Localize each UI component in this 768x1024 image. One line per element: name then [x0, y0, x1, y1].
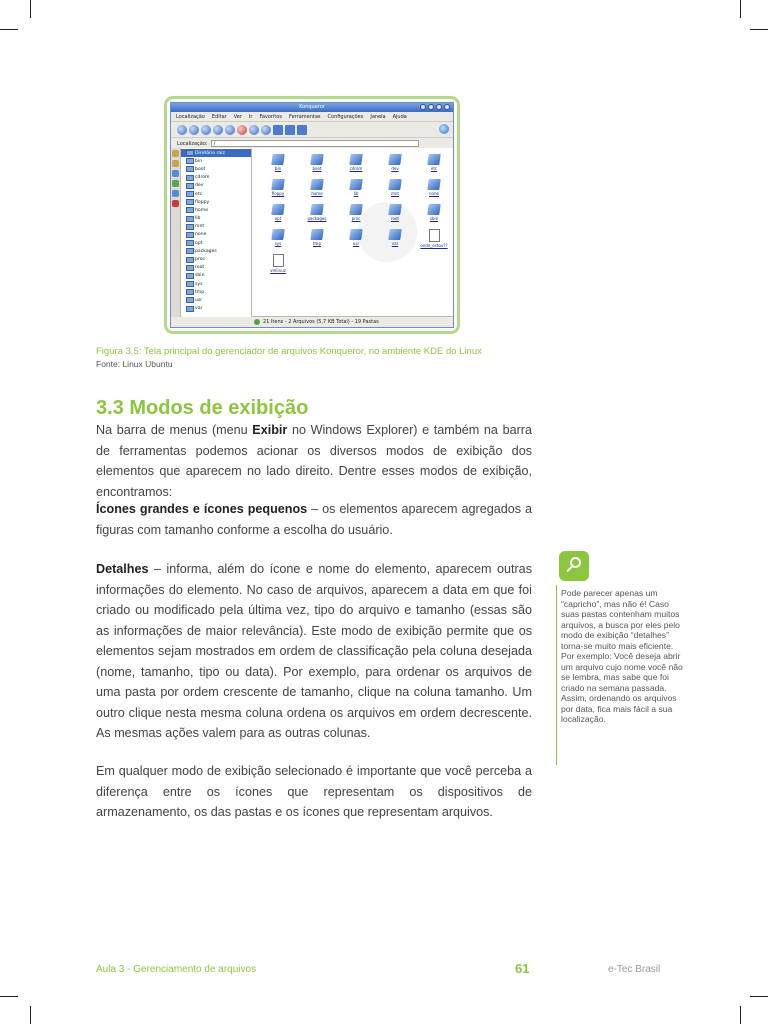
- root-tab-icon[interactable]: [172, 200, 179, 207]
- file-icon[interactable]: boot: [297, 154, 337, 171]
- folder-icon: [271, 229, 285, 240]
- file-icon[interactable]: bin: [258, 154, 298, 171]
- konqueror-screenshot: [164, 96, 460, 334]
- folder-icon: [310, 229, 324, 240]
- file-icon[interactable]: onde_estou??: [414, 229, 454, 248]
- reload-icon[interactable]: [225, 125, 235, 135]
- tree-item[interactable]: tmp: [181, 288, 251, 296]
- folder-icon: [271, 154, 285, 165]
- file-icon[interactable]: opt: [258, 204, 298, 221]
- network-tab-icon[interactable]: [172, 190, 179, 197]
- tree-item[interactable]: floppy: [181, 198, 251, 206]
- forward-icon[interactable]: [189, 125, 199, 135]
- file-icon[interactable]: sys: [258, 229, 298, 246]
- footer-brand: e-Tec Brasil: [608, 964, 661, 975]
- folder-icon: [349, 154, 363, 165]
- folder-icon: [349, 204, 363, 215]
- history-tab-icon[interactable]: [172, 170, 179, 177]
- maximize-button[interactable]: [436, 104, 442, 110]
- folder-icon: [388, 204, 402, 215]
- home-icon[interactable]: [213, 125, 223, 135]
- crop-mark: [750, 29, 768, 30]
- text-file-icon: [429, 229, 440, 242]
- tree-item[interactable]: home: [181, 206, 251, 214]
- icon-view-icon[interactable]: [273, 125, 283, 135]
- file-icon[interactable]: root: [375, 204, 415, 221]
- tree-item[interactable]: etc: [181, 190, 251, 198]
- file-doc-icon: [273, 254, 284, 267]
- stop-icon[interactable]: [237, 125, 247, 135]
- crop-mark: [30, 1006, 31, 1024]
- tree-item[interactable]: packages: [181, 247, 251, 255]
- tree-item[interactable]: sbin: [181, 272, 251, 280]
- folder-icon: [271, 179, 285, 190]
- status-icon: [254, 319, 260, 325]
- crop-mark: [750, 996, 768, 997]
- file-icon[interactable]: mnt: [375, 179, 415, 196]
- paragraph-details: Detalhes – informa, além do ícone e nome do elemento, aparecem outras informações do elemento. No caso de arquivos, aparecem a data em que foi criado ou modificado pela última vez, tipo do arquivo e tamanho (essas são as informações de maior relevância). Este modo de exibição permite que os elementos sejam mostrados em ordem de classificação pela coluna desejada (nome, tamanho, tipo ou data). Por exemplo, para ordenar os arquivos de uma pasta por ordem crescente de tamanho, clique na coluna tamanho. Um outro clique nesta mesma coluna ordena os arquivos em ordem decrescente. As mesmas ações valem para as outras colunas.: [96, 562, 532, 740]
- tree-item[interactable]: mnt: [181, 223, 251, 231]
- file-icon[interactable]: home: [297, 179, 337, 196]
- folder-icon: [427, 204, 441, 215]
- sidebar-tabs: [171, 148, 181, 317]
- tree-item[interactable]: root: [181, 264, 251, 272]
- tree-view-icon[interactable]: [297, 125, 307, 135]
- tree-item[interactable]: bin: [181, 157, 251, 165]
- magnifier-icon: [559, 551, 589, 581]
- file-icon[interactable]: tmp: [297, 229, 337, 246]
- menu-ajuda[interactable]: Ajuda: [392, 113, 407, 120]
- footer-chapter: Aula 3 - Gerenciamento de arquivos: [96, 964, 257, 975]
- konqueror-logo-icon: [439, 124, 449, 134]
- zoom-out-icon[interactable]: [261, 125, 271, 135]
- menu-ver[interactable]: Ver: [233, 113, 242, 120]
- paragraph-conclusion: Em qualquer modo de exibição selecionado é importante que você perceba a diferença entre os ícones que representam os dispositivos de armazenamento, os das pastas e os ícones que representam arquivos.: [96, 764, 532, 819]
- star-tab-icon[interactable]: [172, 160, 179, 167]
- file-icon[interactable]: vmlinuz: [258, 254, 298, 273]
- bookmarks-tab-icon[interactable]: [172, 150, 179, 157]
- crop-mark: [740, 1006, 741, 1024]
- tree-item[interactable]: var: [181, 305, 251, 313]
- menu-favoritos[interactable]: Favoritos: [259, 113, 283, 120]
- folder-icon: [310, 154, 324, 165]
- status-text: 21 Itens - 2 Arquivos (5,7 KB Total) - 19 Pastas: [263, 319, 379, 325]
- up-icon[interactable]: [201, 125, 211, 135]
- crop-mark: [30, 0, 31, 18]
- minimize-button[interactable]: [428, 104, 434, 110]
- back-icon[interactable]: [177, 125, 187, 135]
- tree-item[interactable]: cdrom: [181, 174, 251, 182]
- folder-icon: [427, 154, 441, 165]
- tree-item[interactable]: usr: [181, 296, 251, 304]
- side-note: Pode parecer apenas um “capricho”, mas não é! Caso suas pastas contenham muitos arquivos, a busca por eles pelo modo de exibição “detalhes” torna-se muito mais eficiente. Por exemplo: Você deseja abrir um arquivo cujo nome você não se lembra, mas sabe que foi criado na semana passada. Assim, ordenando os arquivos por data, fica mais fácil a sua localização.: [561, 588, 683, 724]
- folder-icon: [388, 154, 402, 165]
- tree-item[interactable]: sys: [181, 280, 251, 288]
- menu-janela[interactable]: Janela: [370, 113, 386, 120]
- folder-icon: [349, 179, 363, 190]
- window-titlebar: [171, 103, 453, 112]
- menu-localizacao[interactable]: Localização: [176, 113, 205, 120]
- list-view-icon[interactable]: [285, 125, 295, 135]
- figure-caption: Figura 3.5: Tela principal do gerenciador de arquivos Konqueror, no ambiente KDE do Linux: [96, 346, 482, 357]
- file-icon[interactable]: proc: [336, 204, 376, 221]
- file-icon[interactable]: sbin: [414, 204, 454, 221]
- tree-root[interactable]: Diretório raiz: [181, 149, 251, 157]
- file-icon[interactable]: cdrom: [336, 154, 376, 171]
- page-number: 61: [515, 961, 530, 976]
- folder-icon: [310, 204, 324, 215]
- side-note-rule: [556, 585, 557, 765]
- file-icon[interactable]: etc: [414, 154, 454, 171]
- file-icon[interactable]: var: [375, 229, 415, 246]
- file-icon[interactable]: none: [414, 179, 454, 196]
- file-icon[interactable]: dev: [375, 154, 415, 171]
- crop-mark: [0, 29, 18, 30]
- home-tab-icon[interactable]: [172, 180, 179, 187]
- crop-mark: [0, 996, 18, 997]
- tree-item[interactable]: dev: [181, 182, 251, 190]
- menu-bar: [171, 112, 453, 122]
- paragraph-intro: Na barra de menus (menu Exibir no Windows Explorer) e também na barra de ferramentas podemos acionar os diversos modos de exibição dos elementos que aparecem no lado direito. Dentre esses modos de exibição, encontramos:: [96, 423, 532, 499]
- status-bar: [251, 316, 453, 327]
- folder-icon: [388, 179, 402, 190]
- paragraph-icons: Ícones grandes e ícones pequenos – os elementos aparecem agregados a figuras com tamanho conforme a escolha do usuário.: [96, 502, 532, 537]
- file-icon[interactable]: packages: [297, 204, 337, 221]
- directory-tree: [181, 148, 252, 317]
- toolbar: [171, 122, 453, 138]
- tree-item[interactable]: none: [181, 231, 251, 239]
- konqueror-window: [170, 102, 454, 328]
- close-button[interactable]: [444, 104, 450, 110]
- icon-view: [252, 148, 453, 317]
- tree-item[interactable]: lib: [181, 215, 251, 223]
- window-title: Konqueror: [299, 104, 325, 110]
- file-icon[interactable]: floppy: [258, 179, 298, 196]
- folder-icon: [310, 179, 324, 190]
- figure-source: Fonte: Linux Ubuntu: [96, 359, 173, 369]
- folder-icon: [349, 229, 363, 240]
- tree-item[interactable]: boot: [181, 165, 251, 173]
- tree-item[interactable]: opt: [181, 239, 251, 247]
- tree-item[interactable]: proc: [181, 255, 251, 263]
- help-button[interactable]: [420, 104, 426, 110]
- file-icon[interactable]: usr: [336, 229, 376, 246]
- folder-icon: [427, 179, 441, 190]
- menu-editar[interactable]: Editar: [211, 113, 227, 120]
- file-icon[interactable]: lib: [336, 179, 376, 196]
- menu-ir[interactable]: Ir: [248, 113, 253, 120]
- folder-icon: [271, 204, 285, 215]
- menu-configuracoes[interactable]: Configurações: [327, 113, 364, 120]
- menu-ferramentas[interactable]: Ferramentas: [289, 113, 321, 120]
- zoom-in-icon[interactable]: [249, 125, 259, 135]
- crop-mark: [740, 0, 741, 18]
- section-heading: 3.3 Modos de exibição: [96, 397, 309, 419]
- location-input[interactable]: /: [211, 140, 419, 147]
- folder-icon: [388, 229, 402, 240]
- location-label: Localização:: [177, 140, 208, 147]
